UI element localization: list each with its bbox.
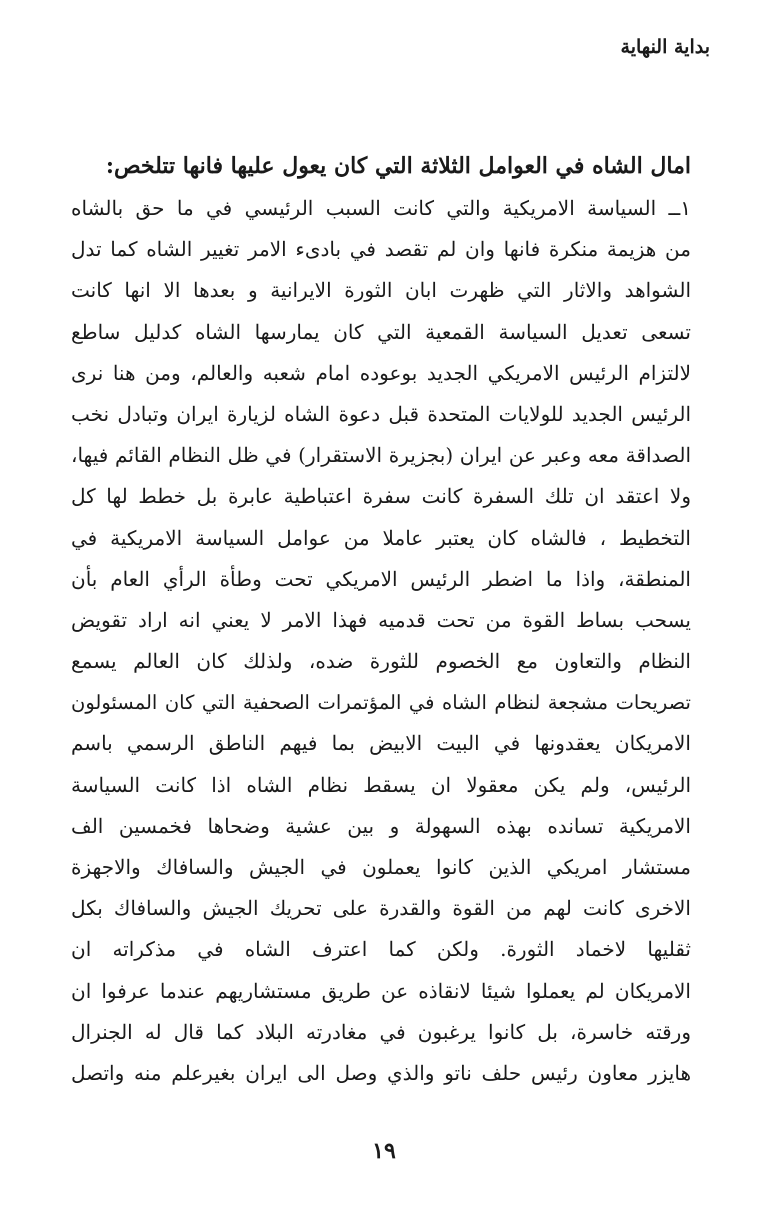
text-line: الامريكان يعقدونها في البيت الابيض بما فيهم الناطق الرسمي باسم [71,731,691,756]
text-line: تسعى تعديل السياسة القمعية التي كان يمارسها الشاه كدليل ساطع [71,319,691,344]
text-line: ولا اعتقد ان تلك السفرة كانت سفرة اعتباطية عابرة بل خطط لها كل [71,484,691,509]
text-line: ثقليها لاخماد الثورة. ولكن كما اعترف الشاه في مذكراته ان [71,937,691,962]
text-line: المنطقة، واذا ما اضطر الرئيس الامريكي تحت وطأة الرأي العام بأن [71,566,691,591]
text-line: تصريحات مشجعة لنظام الشاه في المؤتمرات الصحفية التي كان المسئولون [71,691,691,715]
text-line: الاخرى كانت لهم من القوة والقدرة على تحريك الجيش والسافاك بكل [71,896,691,921]
text-line: النظام والتعاون مع الخصوم للثورة ضده، ولذلك كان العالم يسمع [71,649,691,674]
text-line: هايزر معاون رئيس حلف ناتو والذي وصل الى ايران بغيرعلم منه واتصل [71,1060,691,1085]
text-line: التخطيط ، فالشاه كان يعتبر عاملا من عوامل السياسة الامريكية في [71,525,691,550]
text-line: الامريكية تسانده بهذه السهولة و بين عشية وضحاها فخمسين الف [71,813,691,838]
text-line: الامريكان لم يعملوا شيئا لانقاذه عن طريق مستشاريهم عندما عرفوا ان [71,978,691,1003]
running-header: بداية النهاية [620,36,710,58]
text-line: من هزيمة منكرة فانها وان لم تقصد في بادىء الامر تغيير الشاه كما تدل [71,237,691,262]
text-line: الرئيس، ولم يكن معقولا ان يسقط نظام الشاه اذا كانت السياسة [71,772,691,797]
text-line: الرئيس الجديد للولايات المتحدة قبل دعوة الشاه لزيارة ايران وتبادل نخب [71,401,691,426]
text-line: لالتزام الرئيس الامريكي الجديد بوعوده امام شعبه والعالم، ومن هنا نرى [71,360,691,385]
text-line: ١ــ السياسة الامريكية والتي كانت السبب الرئيسي في ما حق بالشاه [71,196,691,220]
page-number: ١٩ [372,1138,396,1164]
text-line: ورقته خاسرة، بل كانوا يرغبون في مغادرته البلاد كما قال له الجنرال [71,1019,691,1044]
text-line: الشواهد والاثار التي ظهرت ابان الثورة الايرانية و بعدها الا انها كانت [71,278,691,303]
section-heading: امال الشاه في العوامل الثلاثة التي كان يعول عليها فانها تتلخص: [105,153,691,179]
body-text [71,188,691,1094]
text-line: مستشار امريكي الذين كانوا يعملون في الجيش والسافاك والاجهزة [71,855,691,879]
text-line: يسحب بساط القوة من تحت قدميه فهذا الامر لا يعني انه اراد تقويض [71,607,691,632]
text-line: الصداقة معه وعبر عن ايران (بجزيرة الاستقرار) في ظل النظام القائم فيها، [71,443,691,468]
